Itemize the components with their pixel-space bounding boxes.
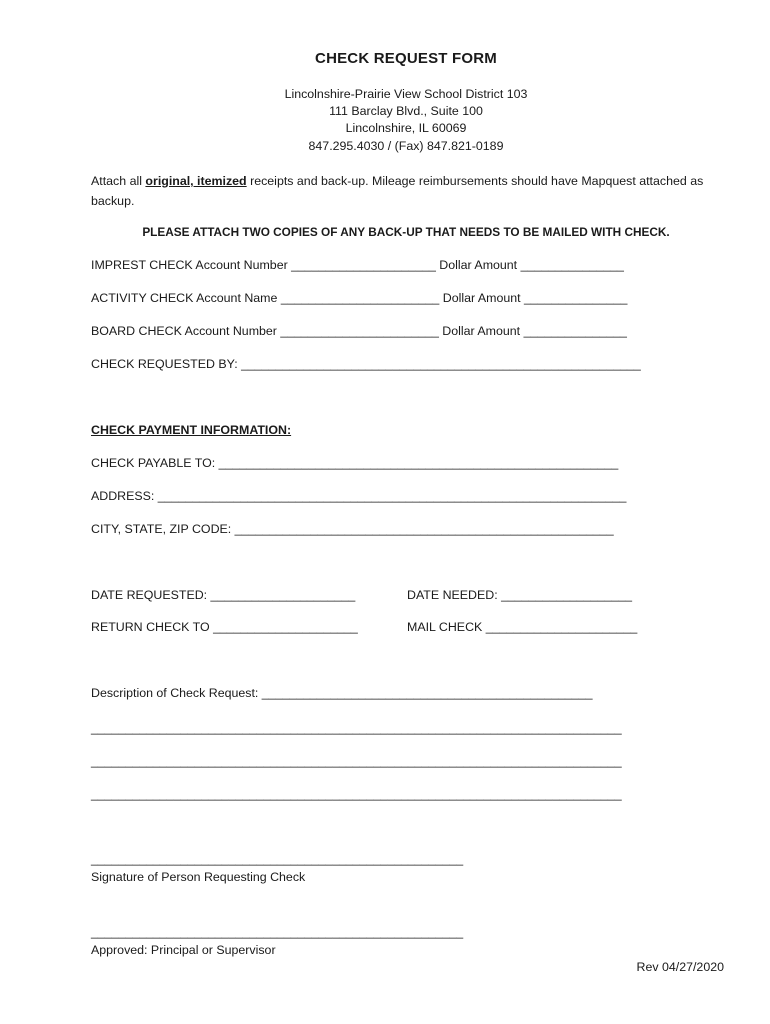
form-title: CHECK REQUEST FORM: [315, 50, 497, 67]
date-needed-line[interactable]: DATE NEEDED: ___________________: [407, 588, 633, 602]
mail-check-line[interactable]: MAIL CHECK ______________________: [407, 620, 638, 634]
requester-signature-line[interactable]: ______________________________________________________: [91, 852, 464, 866]
description-blank-line[interactable]: _____________________________________________________________________________: [91, 787, 622, 801]
requester-signature-label: Signature of Person Requesting Check: [91, 870, 306, 884]
district-phone: 847.295.4030 / (Fax) 847.821-0189: [308, 139, 504, 153]
description-blank-line[interactable]: _____________________________________________________________________________: [91, 721, 622, 735]
description-blank-line[interactable]: _____________________________________________________________________________: [91, 754, 622, 768]
check-requested-by-line[interactable]: CHECK REQUESTED BY: __________________________________________________________: [91, 357, 641, 371]
instructions-pre: Attach all: [91, 174, 146, 188]
address-line[interactable]: ADDRESS: ____________________________________________________________________: [91, 489, 627, 503]
board-check-line[interactable]: BOARD CHECK Account Number _______________________ Dollar Amount _______________: [91, 324, 627, 338]
description-line[interactable]: Description of Check Request: ________________________________________________: [91, 686, 593, 700]
instructions-post: receipts and back-up. Mileage reimbursements should have Mapquest attached as backup.: [91, 174, 704, 208]
check-payable-to-line[interactable]: CHECK PAYABLE TO: __________________________________________________________: [91, 456, 619, 470]
district-city: Lincolnshire, IL 60069: [345, 121, 467, 135]
date-requested-line[interactable]: DATE REQUESTED: _____________________: [91, 588, 356, 602]
activity-check-line[interactable]: ACTIVITY CHECK Account Name _______________________ Dollar Amount _______________: [91, 291, 628, 305]
revision-date: Rev 04/27/2020: [636, 960, 724, 974]
city-state-zip-line[interactable]: CITY, STATE, ZIP CODE: _______________________________________________________: [91, 522, 614, 536]
district-street: 111 Barclay Blvd., Suite 100: [329, 104, 483, 118]
instructions-emphasis: original, itemized: [145, 174, 247, 188]
payment-info-heading: CHECK PAYMENT INFORMATION:: [91, 423, 292, 437]
attachment-instructions: [91, 171, 731, 211]
backup-copies-notice: PLEASE ATTACH TWO COPIES OF ANY BACK-UP THAT NEEDS TO BE MAILED WITH CHECK.: [142, 225, 670, 239]
approver-signature-line[interactable]: ______________________________________________________: [91, 925, 464, 939]
imprest-check-line[interactable]: IMPREST CHECK Account Number _____________________ Dollar Amount _______________: [91, 258, 624, 272]
return-check-line[interactable]: RETURN CHECK TO _____________________: [91, 620, 358, 634]
approver-signature-label: Approved: Principal or Supervisor: [91, 943, 276, 957]
district-name: Lincolnshire-Prairie View School District 103: [284, 87, 528, 101]
